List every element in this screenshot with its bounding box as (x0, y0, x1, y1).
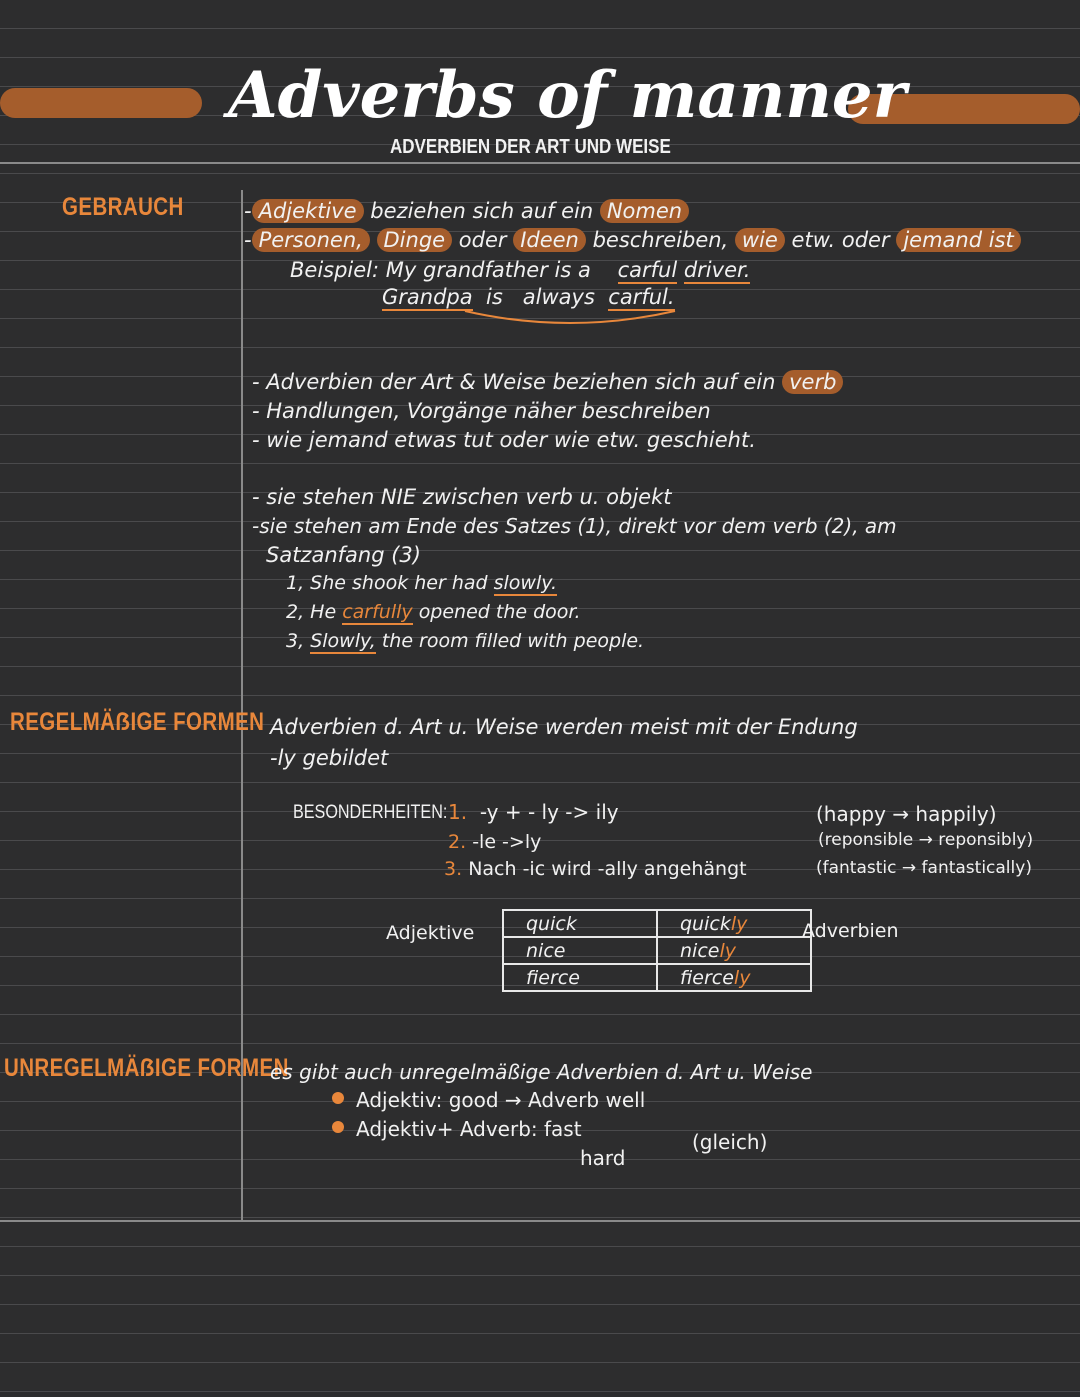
bullet-icon (332, 1121, 344, 1133)
gebrauch-line-2: - Personen, Dinge oder Ideen beschreiben, wie etw. oder jemand ist (244, 228, 1021, 252)
table-row (503, 937, 811, 964)
section-gebrauch: GEBRAUCH (62, 193, 184, 221)
gebrauch-line-8: - sie stehen NIE zwischen verb u. objekt (252, 485, 672, 509)
unregel-note: (gleich) (692, 1130, 768, 1154)
title-band-left (0, 88, 202, 118)
gebrauch-line-5: - Adverbien der Art & Weise beziehen sich auf ein verb (252, 370, 843, 394)
unregel-bullet-2: Adjektiv+ Adverb: fast (356, 1117, 582, 1141)
connector-arc (460, 305, 680, 329)
gebrauch-line-1: - Adjektive beziehen sich auf ein Nomen (244, 199, 689, 223)
rule-example-2: (reponsible → reponsibly) (818, 830, 1034, 850)
rule-example-3: (fantastic → fantastically) (816, 858, 1032, 878)
table-cell-adjective: nice (503, 937, 657, 964)
rule-2: 2. -le ->ly (448, 831, 542, 853)
example-1: 1, She shook her had slowly. (286, 572, 558, 594)
gebrauch-line-7: - wie jemand etwas tut oder wie etw. geschieht. (252, 428, 756, 452)
gebrauch-line-6: - Handlungen, Vorgänge näher beschreiben (252, 399, 711, 423)
bullet-icon (332, 1092, 344, 1104)
adjektive-label: Adjektive (386, 922, 475, 944)
table-row (503, 910, 811, 937)
adjective-adverb-table (502, 909, 812, 992)
table-cell-adverb: nicely (657, 937, 811, 964)
unregel-bullet-1: Adjektiv: good → Adverb well (356, 1088, 646, 1112)
gebrauch-line-10: Satzanfang (3) (266, 543, 421, 567)
table-cell-adverb: quickly (657, 910, 811, 937)
example-3: 3, Slowly, the room filled with people. (286, 630, 645, 652)
gebrauch-line-3: Beispiel: My grandfather is a carful driver. (290, 258, 751, 282)
unregel-hard: hard (580, 1146, 626, 1170)
page-subtitle: ADVERBIEN DER ART UND WEISE (390, 136, 671, 158)
gebrauch-line-4: Grandpa is always carful. (382, 285, 675, 309)
adverbien-label: Adverbien (802, 920, 899, 942)
section-regelmaessig: REGELMÄẞIGE FORMEN (10, 708, 265, 736)
example-2: 2, He carfully opened the door. (286, 601, 581, 623)
table-row (503, 964, 811, 991)
page-title: Adverbs of manner (228, 58, 907, 133)
besonderheiten-label: BESONDERHEITEN: (293, 802, 448, 823)
table-cell-adjective: quick (503, 910, 657, 937)
regel-line-2: -ly gebildet (270, 746, 389, 770)
footer-divider (0, 1220, 1080, 1222)
table-cell-adverb: fiercely (657, 964, 811, 991)
gebrauch-line-9: -sie stehen am Ende des Satzes (1), direkt vor dem verb (2), am (252, 514, 897, 538)
unregel-line-1: es gibt auch unregelmäßige Adverbien d. Art u. Weise (270, 1060, 813, 1084)
section-unregelmaessig: UNREGELMÄẞIGE FORMEN (4, 1054, 289, 1082)
rule-3: 3. Nach -ic wird -ally angehängt (444, 858, 747, 880)
table-cell-adjective: fierce (503, 964, 657, 991)
rule-example-1: (happy → happily) (816, 802, 997, 826)
header-divider (0, 162, 1080, 164)
rule-1: 1. -y + - ly -> ily (448, 800, 619, 824)
regel-line-1: Adverbien d. Art u. Weise werden meist mit der Endung (270, 715, 858, 739)
